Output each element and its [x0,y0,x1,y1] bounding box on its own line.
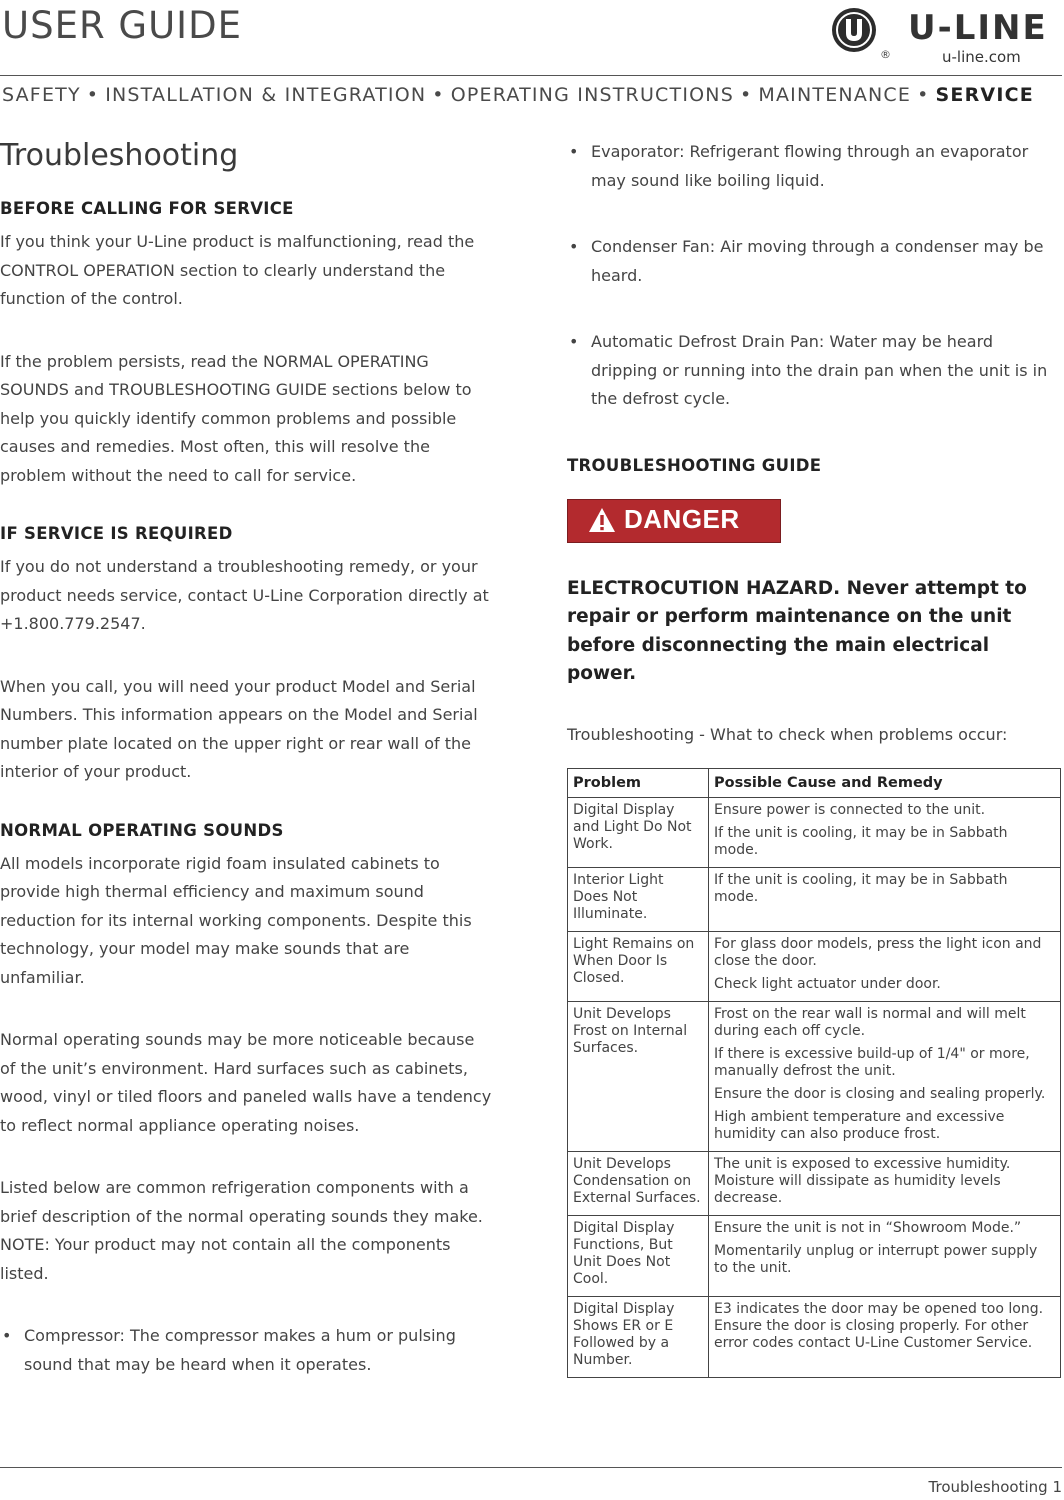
header-divider [0,75,1062,76]
bullet-compressor [0,1322,492,1379]
bullet-evaporator [567,138,1062,195]
operating-sounds-paragraph-3: Listed below are common refrigeration components with a brief description of the normal operating sounds they make. NOTE: Your product may not contain all the components listed. [0,1178,483,1283]
logo-wordmark: U-LINE [908,8,1048,48]
danger-text: DANGER [624,503,740,534]
remedy-cell [709,931,1061,1001]
table-row [568,1151,1061,1215]
nav-separator: • [432,84,445,106]
page-footer: Troubleshooting 1 [928,1478,1062,1496]
table-row [568,867,1061,931]
table-row [568,1215,1061,1296]
bullet-dot: • [2,1326,12,1345]
problem-cell: Unit Develops Frost on Internal Surfaces. [568,1001,709,1151]
service-required-paragraph-1: If you do not understand a troubleshooting remedy, or your product needs service, contact U-Line Corporation directly at +1.800.779.2547. [0,557,489,633]
table-row [568,797,1061,867]
u-line-logo [830,6,1062,66]
column-header-remedy: Possible Cause and Remedy [709,768,1061,797]
remedy-cell [709,1001,1061,1151]
remedy-line: Ensure the door is closing and sealing properly. [714,1085,1046,1102]
registered-mark: ® [880,48,891,61]
remedy-cell [709,867,1061,931]
nav-separator: • [739,84,753,106]
nav-item-service[interactable]: SERVICE [935,84,1034,106]
remedy-line: E3 indicates the door may be opened too long. Ensure the door is closing properly. For other error codes contact U-Line Customer Service. [714,1300,1044,1351]
remedy-cell [709,797,1061,867]
bullet-dot: • [569,142,579,161]
bullet-condenser-fan [567,233,1062,290]
website-url: u-line.com [942,48,1021,66]
remedy-line: Ensure the unit is not in “Showroom Mode.” [714,1219,1022,1236]
problem-cell: Digital Display and Light Do Not Work. [568,797,709,867]
before-calling-paragraph-2: If the problem persists, read the NORMAL OPERATING SOUNDS and TROUBLESHOOTING GUIDE sections below to help you quickly identify common problems and possible causes and remedies. Most often, this will resolve the problem without the need to call for service. [0,351,472,485]
remedy-line: The unit is exposed to excessive humidity. Moisture will dissipate as humidity levels decrease. [714,1155,1011,1206]
nav-separator: • [86,84,100,106]
table-body [568,797,1061,1377]
page-header [0,0,1064,76]
danger-label [567,499,781,543]
nav-item-installation[interactable]: INSTALLATION & INTEGRATION [105,84,427,106]
u-line-logo-icon [830,6,878,54]
remedy-cell [709,1296,1061,1377]
problem-cell: Interior Light Does Not Illuminate. [568,867,709,931]
nav-separator: • [917,84,930,106]
table-row [568,931,1061,1001]
bullet-dot: • [569,332,579,351]
troubleshooting-table [567,768,1061,1378]
nav-item-maintenance[interactable]: MAINTENANCE [758,84,912,106]
remedy-line: If there is excessive build-up of 1/4" or more, manually defrost the unit. [714,1045,1030,1079]
remedy-line: Momentarily unplug or interrupt power supply to the unit. [714,1242,1038,1276]
remedy-line: For glass door models, press the light icon and close the door. [714,935,1042,969]
remedy-line: If the unit is cooling, it may be in Sabbath mode. [714,824,1008,858]
bullet-defrost-drain-pan [567,328,1062,414]
electrocution-hazard-warning: ELECTROCUTION HAZARD. Never attempt to repair or perform maintenance on the unit before disconnecting the main electrical power. [567,577,1027,684]
troubleshooting-guide-heading: TROUBLESHOOTING GUIDE [567,455,822,475]
table-header-row [568,768,1061,797]
table-row [568,1296,1061,1377]
problem-cell: Unit Develops Condensation on External Surfaces. [568,1151,709,1215]
bullet-dot: • [569,237,579,256]
remedy-cell [709,1215,1061,1296]
nav-item-safety[interactable]: SAFETY [2,84,81,106]
section-nav [2,84,1064,106]
footer-divider [0,1467,1062,1468]
warning-triangle-icon [588,507,616,533]
troubleshooting-intro: Troubleshooting - What to check when problems occur: [567,724,1008,744]
bullet-text: Condenser Fan: Air moving through a condenser may be heard. [591,237,1044,285]
operating-sounds-paragraph-2: Normal operating sounds may be more noticeable because of the unit’s environment. Hard surfaces such as cabinets, wood, vinyl or tiled floors and paneled walls have a tendency to reflect normal appliance operating noises. [0,1030,492,1135]
remedy-line: Check light actuator under door. [714,975,941,992]
table-row [568,1001,1061,1151]
bullet-text: Automatic Defrost Drain Pan: Water may be heard dripping or running into the drain pan when the unit is in the defrost cycle. [591,332,1048,408]
bullet-text: Evaporator: Refrigerant flowing through an evaporator may sound like boiling liquid. [591,142,1029,190]
remedy-line: Ensure power is connected to the unit. [714,801,986,818]
operating-sounds-heading: NORMAL OPERATING SOUNDS [0,820,284,840]
nav-item-operating[interactable]: OPERATING INSTRUCTIONS [450,84,734,106]
remedy-line: High ambient temperature and excessive humidity can also produce frost. [714,1108,1005,1142]
bullet-text: Compressor: The compressor makes a hum or pulsing sound that may be heard when it operates. [24,1326,456,1374]
problem-cell: Digital Display Functions, But Unit Does Not Cool. [568,1215,709,1296]
page-title: Troubleshooting [0,138,239,173]
right-column [567,138,1062,1378]
problem-cell: Light Remains on When Door Is Closed. [568,931,709,1001]
remedy-cell [709,1151,1061,1215]
before-calling-paragraph-1: If you think your U-Line product is malfunctioning, read the CONTROL OPERATION section to clearly understand the function of the control. [0,232,475,308]
service-required-paragraph-2: When you call, you will need your product Model and Serial Numbers. This information appears on the Model and Serial number plate located on the upper right or rear wall of the interior of your product. [0,676,478,781]
left-column [0,138,492,1417]
column-header-problem: Problem [568,768,709,797]
remedy-line: Frost on the rear wall is normal and will melt during each off cycle. [714,1005,1026,1039]
operating-sounds-paragraph-1: All models incorporate rigid foam insulated cabinets to provide high thermal efficiency and maximum sound reduction for its internal working components. Despite this technology, your model may make sounds that are unfamiliar. [0,853,472,987]
remedy-line: If the unit is cooling, it may be in Sabbath mode. [714,871,1008,905]
before-calling-heading: BEFORE CALLING FOR SERVICE [0,199,294,218]
problem-cell: Digital Display Shows ER or E Followed by a Number. [568,1296,709,1377]
service-required-heading: IF SERVICE IS REQUIRED [0,524,233,543]
document-title: USER GUIDE [2,4,242,47]
